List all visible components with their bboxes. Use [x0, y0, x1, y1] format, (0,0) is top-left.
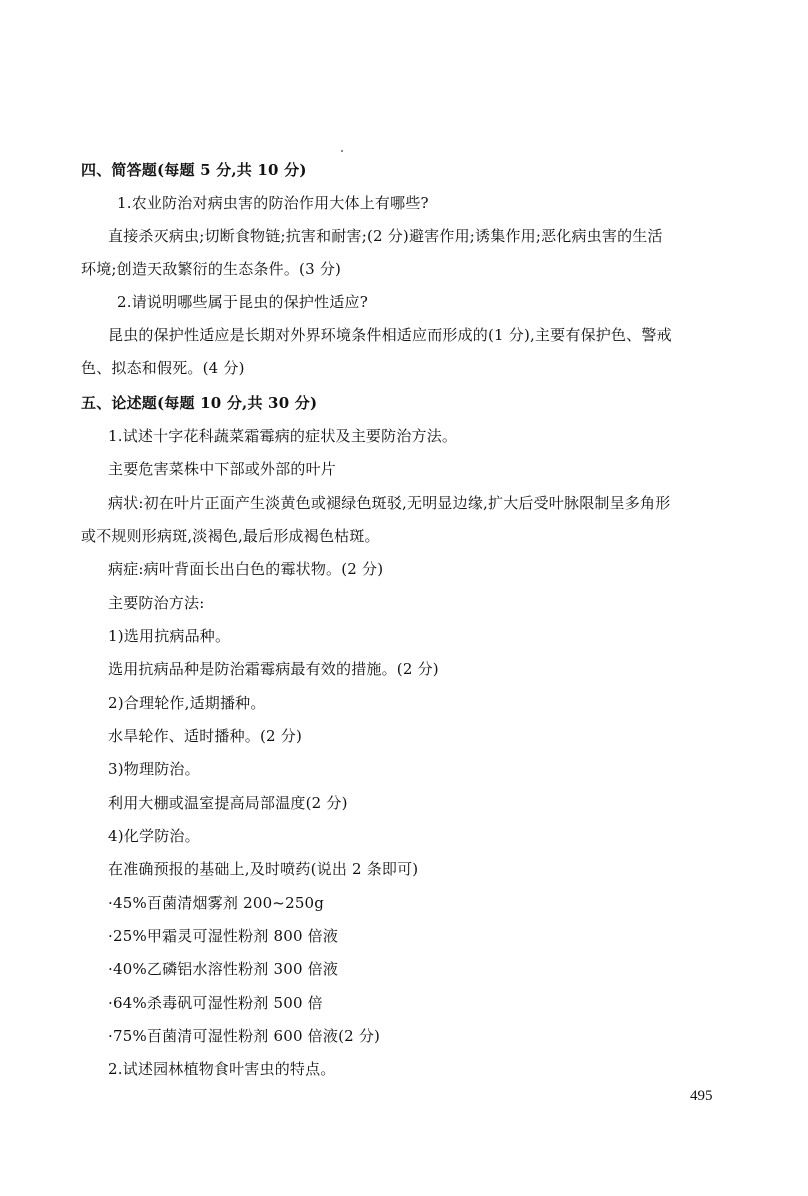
answer-2-line-2: 色、拟态和假死。(4 分): [81, 359, 245, 377]
scan-speck: [341, 150, 343, 152]
essay-text-line: 2)合理轮作,适期播种。: [108, 694, 266, 712]
pesticide-list-item: ·64%杀毒矾可湿性粉剂 500 倍: [108, 994, 323, 1012]
section-heading-essay: 五、论述题(每题 10 分,共 30 分): [81, 394, 318, 412]
answer-1-line-1: 直接杀灭病虫;切断食物链;抗害和耐害;(2 分)避害作用;诱集作用;恶化病虫害的生活: [108, 227, 663, 245]
essay-question-1: 1.试述十字花科蔬菜霜霉病的症状及主要防治方法。: [108, 427, 458, 445]
pesticide-list-item: ·40%乙磷铝水溶性粉剂 300 倍液: [108, 960, 339, 978]
essay-text-line: 病症:病叶背面长出白色的霉状物。(2 分): [108, 560, 384, 578]
essay-text-line: 或不规则形病斑,淡褐色,最后形成褐色枯斑。: [81, 527, 380, 545]
essay-text-line: 病状:初在叶片正面产生淡黄色或褪绿色斑驳,无明显边缘,扩大后受叶脉限制呈多角形: [108, 494, 671, 512]
essay-text-line: 在准确预报的基础上,及时喷药(说出 2 条即可): [108, 860, 419, 878]
essay-text-line: 1)选用抗病品种。: [108, 627, 231, 645]
answer-1-line-2: 环境;创造天敌繁衍的生态条件。(3 分): [81, 260, 342, 278]
question-1: 1.农业防治对病虫害的防治作用大体上有哪些?: [117, 194, 429, 212]
essay-text-line: 水旱轮作、适时播种。(2 分): [108, 727, 303, 745]
pesticide-list-item: ·25%甲霜灵可湿性粉剂 800 倍液: [108, 927, 339, 945]
essay-question-2: 2.试述园林植物食叶害虫的特点。: [108, 1060, 336, 1078]
pesticide-list-item: ·75%百菌清可湿性粉剂 600 倍液(2 分): [108, 1027, 381, 1045]
section-heading-short-answer: 四、简答题(每题 5 分,共 10 分): [81, 161, 307, 179]
answer-2-line-1: 昆虫的保护性适应是长期对外界环境条件相适应而形成的(1 分),主要有保护色、警戒: [108, 326, 672, 344]
essay-text-line: 主要危害菜株中下部或外部的叶片: [108, 460, 337, 478]
essay-text-line: 主要防治方法:: [108, 594, 205, 612]
essay-text-line: 4)化学防治。: [108, 827, 200, 845]
essay-text-line: 3)物理防治。: [108, 760, 200, 778]
pesticide-list-item: ·45%百菌清烟雾剂 200~250g: [108, 894, 325, 912]
essay-text-line: 选用抗病品种是防治霜霉病最有效的措施。(2 分): [108, 660, 439, 678]
question-2: 2.请说明哪些属于昆虫的保护性适应?: [117, 293, 368, 311]
essay-text-line: 利用大棚或温室提高局部温度(2 分): [108, 794, 348, 812]
page-number: 495: [690, 1088, 713, 1104]
